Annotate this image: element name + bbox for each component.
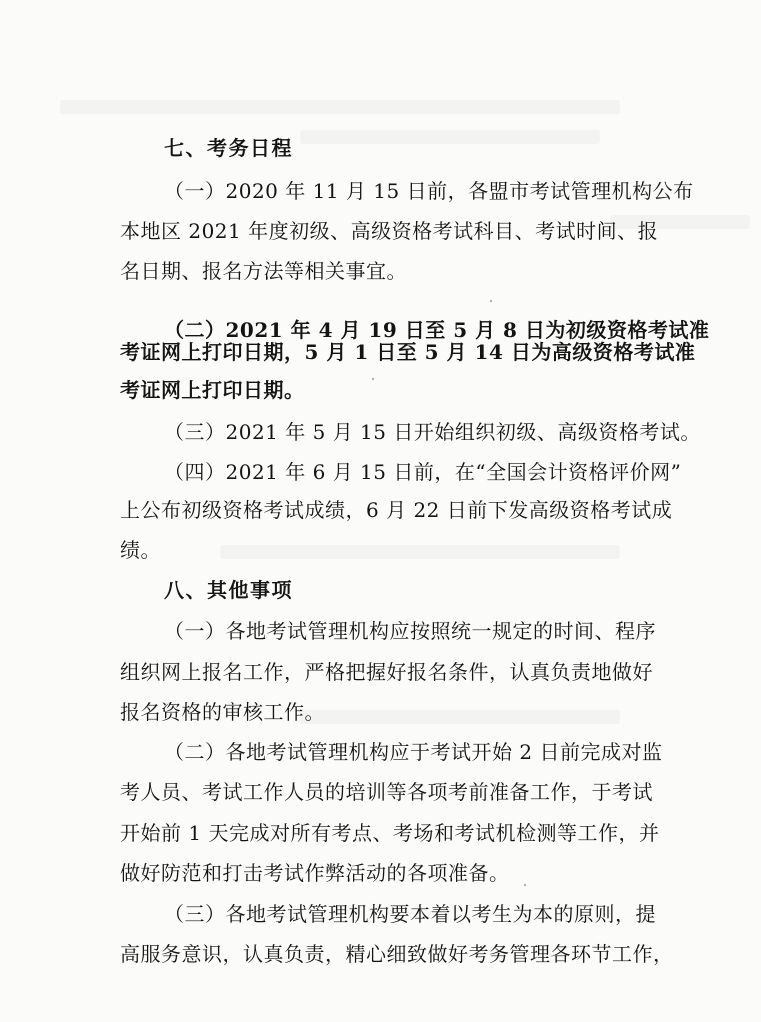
paragraph-line: 做好防范和打击考试作弊活动的各项准备。 (120, 861, 510, 885)
section-heading: 八、其他事项 (164, 578, 293, 602)
paragraph-line-bold: 考证网上打印日期，5 月 1 日至 5 月 14 日为高级资格考试准 (120, 340, 696, 364)
scan-speck (490, 300, 492, 302)
paragraph-line: （二）各地考试管理机构应于考试开始 2 日前完成对监 (164, 740, 663, 764)
paragraph-line: 报名资格的审核工作。 (120, 700, 325, 724)
section-heading: 七、考务日程 (164, 136, 293, 160)
paragraph-line: 上公布初级资格考试成绩，6 月 22 日前下发高级资格考试成 (120, 498, 673, 522)
paragraph-line: （三）2021 年 5 月 15 日开始组织初级、高级资格考试。 (164, 420, 701, 444)
paragraph-line: 高服务意识，认真负责，精心细致做好考务管理各环节工作， (120, 942, 674, 966)
paragraph-line: （三）各地考试管理机构要本着以考生为本的原则，提 (164, 902, 656, 926)
paragraph-line: （一）各地考试管理机构应按照统一规定的时间、程序 (164, 619, 656, 643)
paragraph-line: （四）2021 年 6 月 15 日前，在“全国会计资格评价网” (164, 460, 682, 484)
paragraph-line: 开始前 1 天完成对所有考点、考场和考试机检测等工作，并 (120, 821, 660, 845)
paragraph-line: 绩。 (120, 538, 161, 562)
paragraph-line: 考人员、考试工作人员的培训等各项考前准备工作，于考试 (120, 780, 653, 804)
paragraph-line-bold: 考证网上打印日期。 (120, 378, 305, 402)
paragraph-line: 组织网上报名工作，严格把握好报名条件，认真负责地做好 (120, 660, 653, 684)
paragraph-line-bold: （二）2021 年 4 月 19 日至 5 月 8 日为初级资格考试准 (164, 318, 710, 342)
paragraph-line: 本地区 2021 年度初级、高级资格考试科目、考试时间、报 (120, 219, 659, 243)
paragraph-line: （一）2020 年 11 月 15 日前，各盟市考试管理机构公布 (164, 179, 694, 203)
bleed-through-artifact (60, 100, 620, 114)
paragraph-line: 名日期、报名方法等相关事宜。 (120, 259, 407, 283)
